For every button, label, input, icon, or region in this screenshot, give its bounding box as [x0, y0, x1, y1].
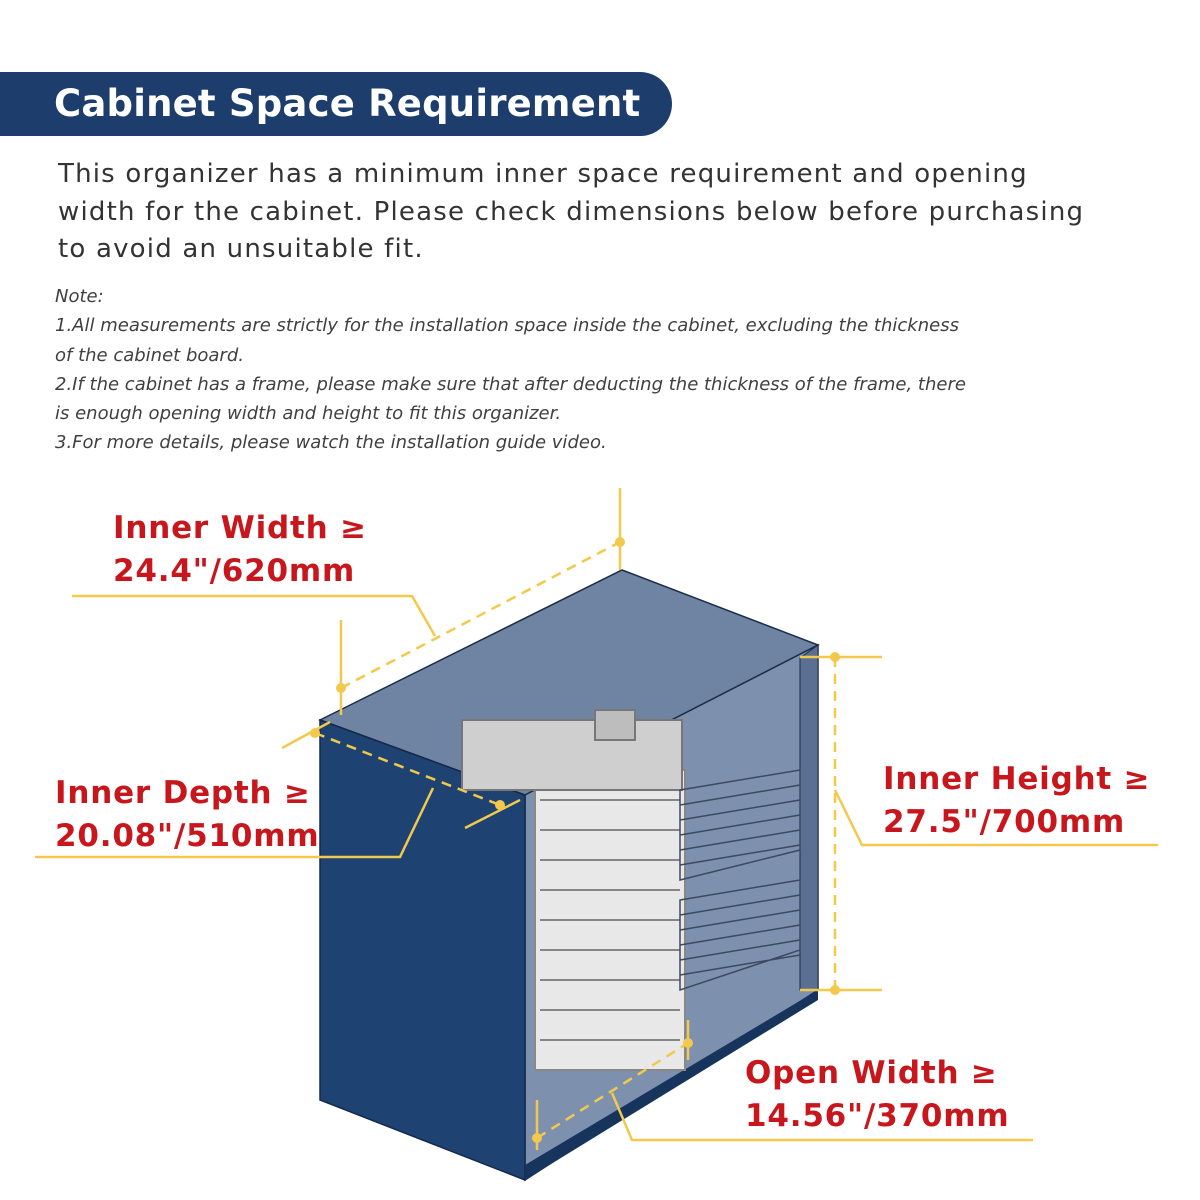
inner-width-title: Inner Width ≥: [113, 510, 367, 546]
inner-width-label: [113, 507, 367, 593]
inner-depth-title: Inner Depth ≥: [55, 775, 311, 811]
inner-width-value: 24.4"/620mm: [113, 553, 356, 589]
open-width-title: Open Width ≥: [745, 1055, 998, 1091]
note-line: of the cabinet board.: [55, 344, 244, 366]
note-line: 2.If the cabinet has a frame, please make sure that after deducting the thickness of the frame, there: [55, 373, 966, 395]
open-width-value: 14.56"/370mm: [745, 1098, 1010, 1134]
notes-heading: Note:: [55, 286, 104, 307]
note-line: 3.For more details, please watch the installation guide video.: [55, 432, 607, 454]
inner-depth-value: 20.08"/510mm: [55, 818, 320, 854]
inner-depth-label: [55, 772, 319, 858]
intro-text: [58, 156, 1148, 269]
notes-block: [55, 282, 1155, 458]
inner-height-title: Inner Height ≥: [883, 761, 1151, 797]
intro-line: to avoid an unsuitable fit.: [58, 234, 424, 264]
note-line: 1.All measurements are strictly for the installation space inside the cabinet, excluding the thickness: [55, 315, 959, 337]
page-title: Cabinet Space Requirement: [54, 82, 641, 125]
cabinet-right-edge: [800, 645, 818, 990]
inner-height-label: [883, 758, 1150, 844]
open-width-label: [745, 1052, 1009, 1138]
intro-line: This organizer has a minimum inner space requirement and opening: [58, 159, 1028, 189]
intro-line: width for the cabinet. Please check dimensions below before purchasing: [58, 196, 1085, 227]
note-line: is enough opening width and height to fit this organizer.: [55, 403, 562, 425]
inner-height-value: 27.5"/700mm: [883, 804, 1126, 840]
